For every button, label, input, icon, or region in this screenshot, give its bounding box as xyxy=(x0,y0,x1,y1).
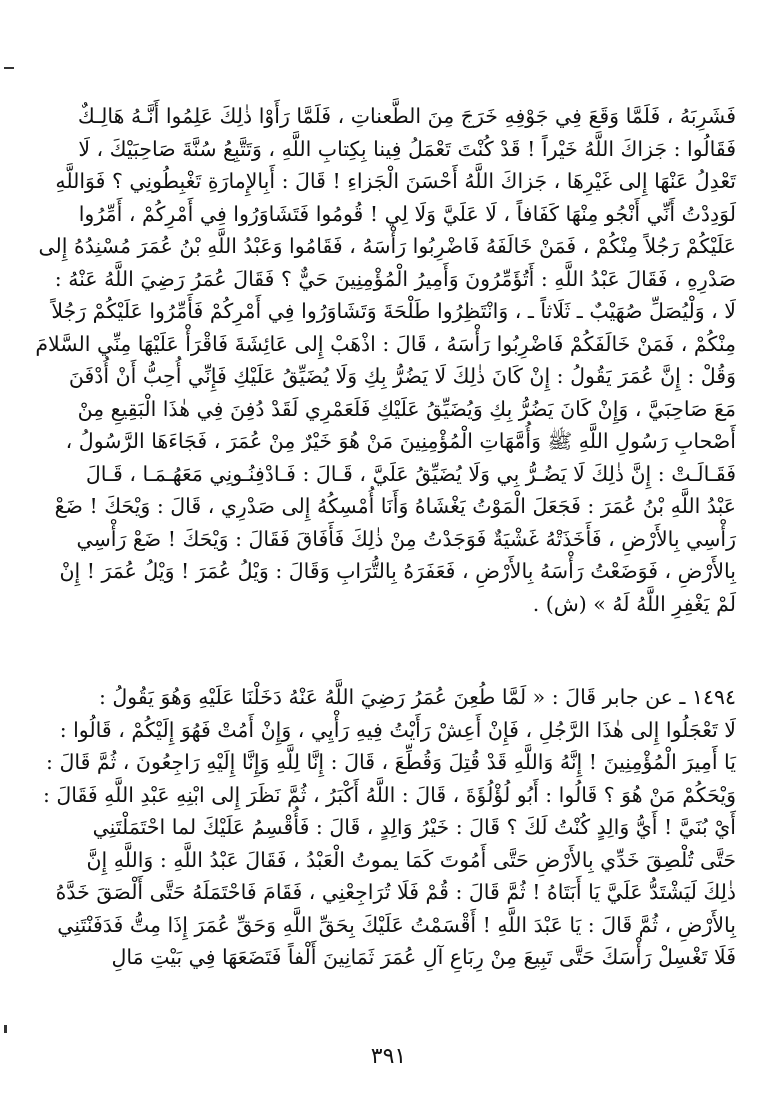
paragraph-2-hadith-1494 xyxy=(42,681,736,974)
page-edge-mark-bottom xyxy=(4,1025,7,1033)
text-line: ذٰلِكَ لَيَشْتَدُّ عَلَيَّ يَا أَبَتَاهُ ! ثُمَّ قَالَ : قُمْ فَلَا تُرَاجِعْنِي ، فَقَامَ فَاحْتَمَلَهُ حَتَّى أَلْصَقَ خَدَّهُ xyxy=(55,880,736,904)
text-line: لَا تَعْجَلُوا إِلى هٰذَا الرَّجُلِ ، فَإِنْ أَعِشْ رَأَيْتُ فِيهِ رَأْيِي ، وَإِنْ أَمُتْ فَهُوَ إِلَيْكُمْ ، قَالُوا : xyxy=(59,717,736,742)
text-line: بِالأَرْضِ ، ثُمَّ قَالَ : يَا عَبْدَ اللَّهِ ! أَقْسَمْتُ عَلَيْكَ بِحَقِّ اللَّهِ وَحَقِّ عُمَرَ إِذَا مِتُّ فَدَفَنْتَنِي xyxy=(57,912,736,937)
text-line: أَصْحابِ رَسُولِ اللَّهِ ﷺ وَأُمَّهَاتِ الْمُؤْمِنِينَ مَنْ هُوَ خَيْرٌ مِنْ عُمَرَ ، فَجَاءَهَا الرَّسُولُ ، xyxy=(65,429,736,453)
text-line: مَعَ صَاحِبَيَّ ، وَإِنْ كَانَ يَضُرُّ بِكِ وَيُضَيِّقُ عَلَيْكِ فَلَعَمْرِي لَقَدْ دُفِنَ فِي هٰذَا الْبَقِيعِ مِنْ xyxy=(77,396,736,421)
text-line: حَتَّى تُلْصِقَ خَدِّي بِالأَرْضِ حَتَّى أَمُوتَ كَمَا يموتُ الْعَبْدُ ، فَقَالَ عَبْدُ اللَّهِ : وَاللَّهِ إِنَّ xyxy=(86,847,736,872)
text-line: فَقَالُوا : جَزاكَ اللَّهُ خَيْراً ! قَدْ كُنْتَ تَعْمَلُ فِينا بِكِتابِ اللَّهِ ، وَتَتَّبِعُ سُنَّةَ صَاحِبَيْكَ ، لَا xyxy=(78,136,736,161)
page-edge-mark-top xyxy=(4,67,14,69)
page-number: ٣٩١ xyxy=(370,1044,407,1069)
text-line: لَا ، وَلْيُصَلِّ صُهَيْبٌ ـ ثَلَاثاً ـ ، وَانْتَظِرُوا طَلْحَةَ وَتَشَاوَرُوا فِي أَمْرِكُمْ فَأَمِّرُوا عَلَيْكُمْ رَجُلاً xyxy=(51,299,736,323)
text-line: يَا أَمِيرَ الْمُؤْمِنِينَ ! إِنَّهُ وَاللَّهِ قَدْ قُتِلَ وَقُطِّعَ ، قَالَ : إِنَّا لِلَّهِ وَإِنَّا إِلَيْهِ رَاجِعُونَ ، ثُمَّ قَالَ : xyxy=(46,750,736,774)
text-line: أَيْ بُنَيَّ ! أَيُّ وَالِدٍ كُنْتُ لَكَ ؟ قَالَ : خَيْرُ وَالِدٍ ، قَالَ : فَأُقْسِمُ عَلَيْكَ لما احْتَمَلْتَنِي xyxy=(92,815,736,839)
text-line-last: لَمْ يَغْفِرِ اللَّهُ لَهُ » (ش) . xyxy=(532,591,736,616)
paragraph-1 xyxy=(35,100,736,620)
text-line: عَلَيْكُمْ رَجُلاً مِنْكُمْ ، فَمَنْ خَالَفَهُ فَاضْرِبُوا رَأْسَهُ ، فَقَامُوا وَعَبْدُ اللَّهِ بْنُ عُمَرَ مُسْنِدُهُ إِلى xyxy=(38,234,736,258)
text-line: مِنْكُمْ ، فَمَنْ خَالَفَكُمْ فَاضْرِبُوا رَأْسَهُ ، قَالَ : اذْهَبْ إِلى عَائِشَةَ فَاقْرَأْ عَلَيْهَا مِنِّي السَّلامَ xyxy=(35,331,736,356)
text-line: وَيْحَكُمْ مَنْ هُوَ ؟ قَالُوا : أَبُو لُؤْلُؤَةَ ، قَالَ : اللَّهُ أَكْبَرُ ، ثُمَّ نَظَرَ إِلى ابْنِهِ عَبْدِ اللَّهِ فَقَالَ : xyxy=(42,782,736,807)
text-line: صَدْرِهِ ، فَقَالَ عَبْدُ اللَّهِ : أَتُؤَمِّرُونَ وَأَمِيرُ الْمُؤْمِنِينَ حَيٌّ ؟ فَقَالَ عُمَرُ رَضِيَ اللَّهُ عَنْهُ : xyxy=(54,266,736,291)
text-line: بِالأَرْضِ ، فَوَضَعْتُ رَأْسَهُ بِالأَرْضِ ، فَعَفَرَهُ بِالتُّرَابِ وَقَالَ : وَيْلُ عُمَرَ ! وَيْلُ عُمَرَ ! إِنْ xyxy=(59,559,736,583)
text-line: لَوَدِدْتُ أَنِّي أَنْجُو مِنْهَا كَفَافاً ، لَا عَلَيَّ وَلَا لِي ! قُومُوا فَتَشَاوَرُوا فِي أَمْرِكُمْ ، أَمِّرُوا xyxy=(78,201,736,226)
text-line: رَأْسِي بِالأَرْضِ ، فَأَخَذَتْهُ غَشْيَةٌ فَوَجَدْتُ مِنْ ذٰلِكَ فَأَفَاقَ فَقَالَ : وَيْحَكَ ! ضَعْ رَأْسِي xyxy=(76,526,736,551)
text-line: فَشَرِبَهُ ، فَلَمَّا وَقَعَ فِي جَوْفِهِ خَرَجَ مِنَ الطَّعناتِ ، فَلَمَّا رَأَوْا ذٰلِكَ عَلِمُوا أَنَّـهُ هَالِـكٌ xyxy=(77,104,736,128)
text-line: وَقُلْ : إِنَّ عُمَرَ يَقُولُ : إِنْ كَانَ ذٰلِكَ لَا يَضُرُّ بِكِ وَلَا يُضَيِّقُ عَلَيْكِ فَإِنِّي أُحِبُّ أَنْ أُدْفَنَ xyxy=(68,364,736,388)
text-line: فَقَـالَـتْ : إِنَّ ذٰلِكَ لَا يَضُـرُّ بِي وَلَا يُضَيِّقُ عَلَيَّ ، قَـالَ : فَـادْفِنُـونِي مَعَهُـمَـا ، قَـالَ xyxy=(85,461,736,486)
text-line: تَعْدِلُ عَنْهَا إِلى غَيْرِهَا ، جَزاكَ اللَّهُ أَحْسَنَ الْجَزاءِ ! قَالَ : أَبِالإِمارَةِ تَغْبِطُونِي ؟ فَوَاللَّهِ xyxy=(55,169,736,193)
text-line: عَبْدُ اللَّهِ بْنُ عُمَرَ : فَجَعَلَ الْمَوْتُ يَغْشَاهُ وَأَنَا أُمْسِكُهُ إِلى صَدْرِي ، قَالَ : وَيْحَكَ ! ضَعْ xyxy=(54,494,736,518)
text-line-heading: ١٤٩٤ ـ عن جابر قَالَ : « لَمَّا طُعِنَ عُمَرُ رَضِيَ اللَّهُ عَنْهُ دَخَلْنَا عَلَيْهِ وَهُوَ يَقُولُ : xyxy=(98,685,736,709)
text-line: فَلَا تَغْسِلْ رَأْسَكَ حَتَّى تَبِيعَ مِنْ رِبَاعِ آلِ عُمَرَ ثَمَانِينَ أَلْفاً فَتَضَعَهَا فِي بَيْتِ مَالِ xyxy=(111,945,736,969)
